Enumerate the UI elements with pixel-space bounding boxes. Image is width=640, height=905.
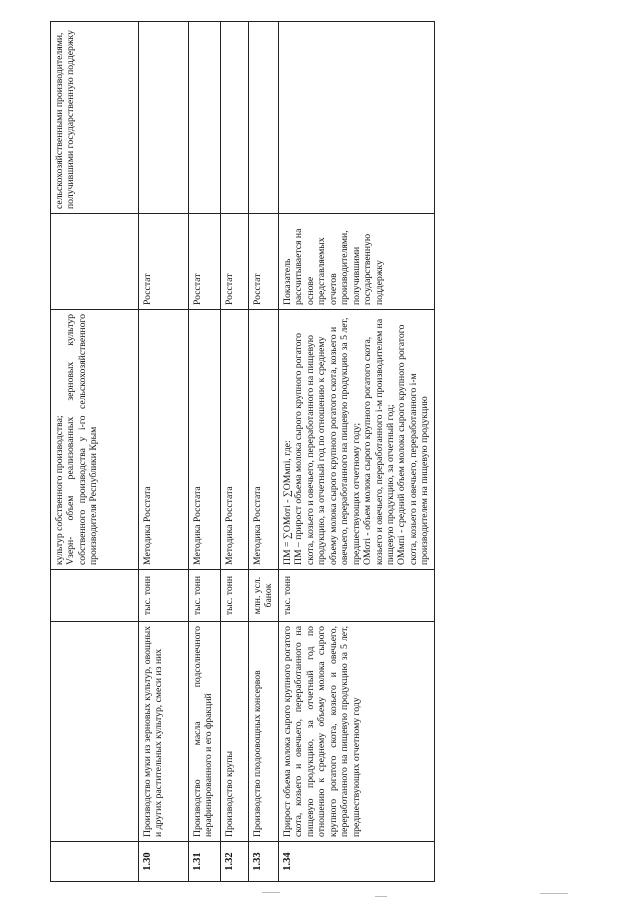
indicator-name: Производство масла подсолнечного нерафинированного и его фракций xyxy=(189,622,221,842)
unit-of-measure: тыс. тонн xyxy=(221,570,249,622)
cell-name xyxy=(51,622,139,842)
note xyxy=(279,22,435,214)
calculation-method xyxy=(221,310,249,570)
method-line: ОМотi - объем молока сырого крупного рогатого скота, козьего и овечьего, переработанного i-м производителем на пищевую продукцию, за отчетный год; xyxy=(362,318,396,565)
cell-unit xyxy=(51,570,139,622)
row-number: 1.31 xyxy=(189,842,221,882)
method-line: ОМмпi - средний объем молока сырого крупного рогатого скота, козьего и овечьего, переработанного i-м производителем на пищевую продукцию xyxy=(396,324,431,565)
table-row xyxy=(189,22,221,882)
table-row xyxy=(279,22,435,882)
note xyxy=(139,22,189,214)
calculation-method xyxy=(279,310,435,570)
calculation-method xyxy=(139,310,189,570)
indicator-table xyxy=(50,21,435,882)
table-row xyxy=(139,22,189,882)
calculation-method xyxy=(249,310,279,570)
data-source: Росстат xyxy=(221,214,249,310)
scan-mark xyxy=(262,892,280,893)
cell-source xyxy=(51,214,139,310)
data-source: Показатель рассчитывается на основе представляемых отчетов производителями, получившими государственную поддержку xyxy=(279,214,435,310)
rotated-table-wrapper xyxy=(50,22,590,882)
row-number: 1.33 xyxy=(249,842,279,882)
method-line: ПМ = ∑ОМотi - ∑ОМмпi, где: xyxy=(282,440,293,565)
row-number: 1.32 xyxy=(221,842,249,882)
note xyxy=(249,22,279,214)
scan-mark xyxy=(375,896,387,897)
table-row xyxy=(221,22,249,882)
method-line: Методика Росстата xyxy=(142,486,153,565)
scan-mark xyxy=(540,893,568,894)
row-number: 1.34 xyxy=(279,842,435,882)
cell-note: сельскохозяйственными производителями, получившими государственную поддержку xyxy=(51,22,139,214)
method-line: ПМ – прирост объема молока сырого крупного рогатого скота, козьего и овечьего, переработанного на пищевую продукцию, за отчетный год по отношению к среднему объему молока сырого крупного рогатого скота, козьего и овечьего, переработанного на пищевую продукцию за 5 лет, предшествующих отчетному году; xyxy=(293,317,362,565)
unit-of-measure: тыс. тонн xyxy=(189,570,221,622)
method-line: Vзерн- объем реализованных зерновых культур собственного производства у i-го сельскохозяйственного производителя Республики Крым xyxy=(65,314,100,565)
calculation-method xyxy=(189,310,221,570)
indicator-name: Прирост объема молока сырого крупного рогатого скота, козьего и овечьего, переработанного на пищевую продукцию, за отчетный год по отношению к среднему объему молока сырого крупного рогатого скота, козьего и овечьего, переработанного на пищевую продукцию за 5 лет, предшествующих отчетному году xyxy=(279,622,435,842)
note xyxy=(221,22,249,214)
unit-of-measure: тыс. тонн xyxy=(139,570,189,622)
method-line: культур собственного производства; xyxy=(54,415,65,565)
cell-num xyxy=(51,842,139,882)
note xyxy=(189,22,221,214)
row-number: 1.30 xyxy=(139,842,189,882)
method-line: Методика Росстата xyxy=(192,486,203,565)
unit-of-measure: млн. усл. банок xyxy=(249,570,279,622)
unit-of-measure: тыс. тонн xyxy=(279,570,435,622)
indicator-name: Производство муки из зерновых культур, овощных и других растительных культур, смеси из них xyxy=(139,622,189,842)
table-row xyxy=(249,22,279,882)
method-line: Методика Росстата xyxy=(224,486,235,565)
indicator-name: Производство крупы xyxy=(221,622,249,842)
cell-method xyxy=(51,310,139,570)
data-source: Росстат xyxy=(139,214,189,310)
continuation-row xyxy=(51,22,139,882)
method-line: Методика Росстата xyxy=(252,486,263,565)
data-source: Росстат xyxy=(249,214,279,310)
data-source: Росстат xyxy=(189,214,221,310)
indicator-name: Производство плодоовощных консервов xyxy=(249,622,279,842)
